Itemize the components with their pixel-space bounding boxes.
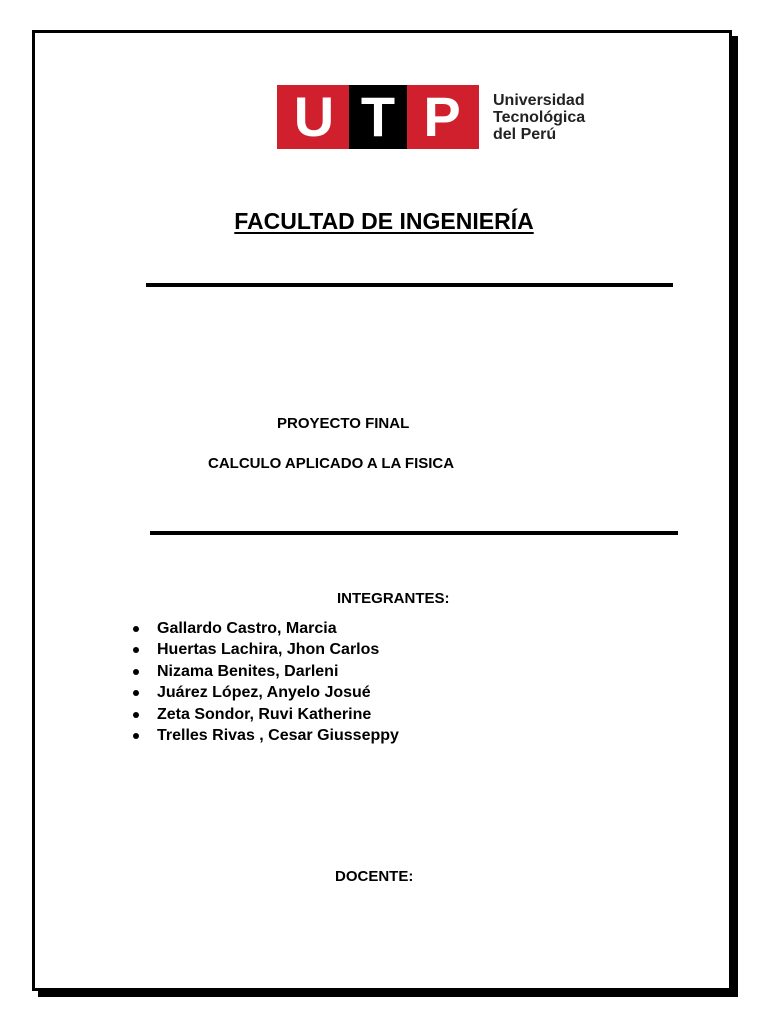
project-label: PROYECTO FINAL (277, 415, 410, 432)
logo-name-line-2: Tecnológica (493, 108, 586, 126)
divider-top (146, 283, 673, 287)
bullet-icon (133, 647, 139, 653)
teacher-heading: DOCENTE: (335, 868, 414, 885)
utp-logo (277, 85, 585, 149)
logo-name-line-3: del Perú (493, 125, 557, 143)
logo-letter-u: U (293, 85, 335, 148)
member-name: Juárez López, Anyelo Josué (157, 684, 371, 702)
bullet-icon (133, 712, 139, 718)
bullet-icon (133, 669, 139, 675)
list-item (128, 725, 399, 746)
bullet-icon (133, 690, 139, 696)
member-name: Zeta Sondor, Ruvi Katherine (157, 705, 372, 723)
faculty-title: FACULTAD DE INGENIERÍA (234, 208, 534, 234)
list-item (128, 704, 399, 725)
member-name: Gallardo Castro, Marcia (157, 620, 337, 637)
logo-letter-p: P (423, 85, 461, 148)
course-title: CALCULO APLICADO A LA FISICA (208, 455, 455, 472)
member-name: Nizama Benites, Darleni (157, 662, 339, 680)
member-name: Trelles Rivas , Cesar Giusseppy (157, 727, 399, 745)
member-name: Huertas Lachira, Jhon Carlos (157, 641, 380, 659)
members-list (128, 618, 399, 746)
divider-bottom (150, 531, 678, 535)
utp-logo-mark (277, 85, 479, 149)
utp-logo-name (493, 92, 585, 143)
bullet-icon (133, 733, 139, 739)
logo-letter-t: T (349, 85, 407, 149)
list-item (128, 682, 399, 703)
logo-name-line-1: Universidad (493, 91, 585, 109)
page-frame (32, 30, 732, 991)
bullet-icon (133, 626, 139, 632)
list-item (128, 618, 399, 639)
members-heading: INTEGRANTES: (337, 590, 450, 607)
list-item (128, 639, 399, 660)
list-item (128, 661, 399, 682)
